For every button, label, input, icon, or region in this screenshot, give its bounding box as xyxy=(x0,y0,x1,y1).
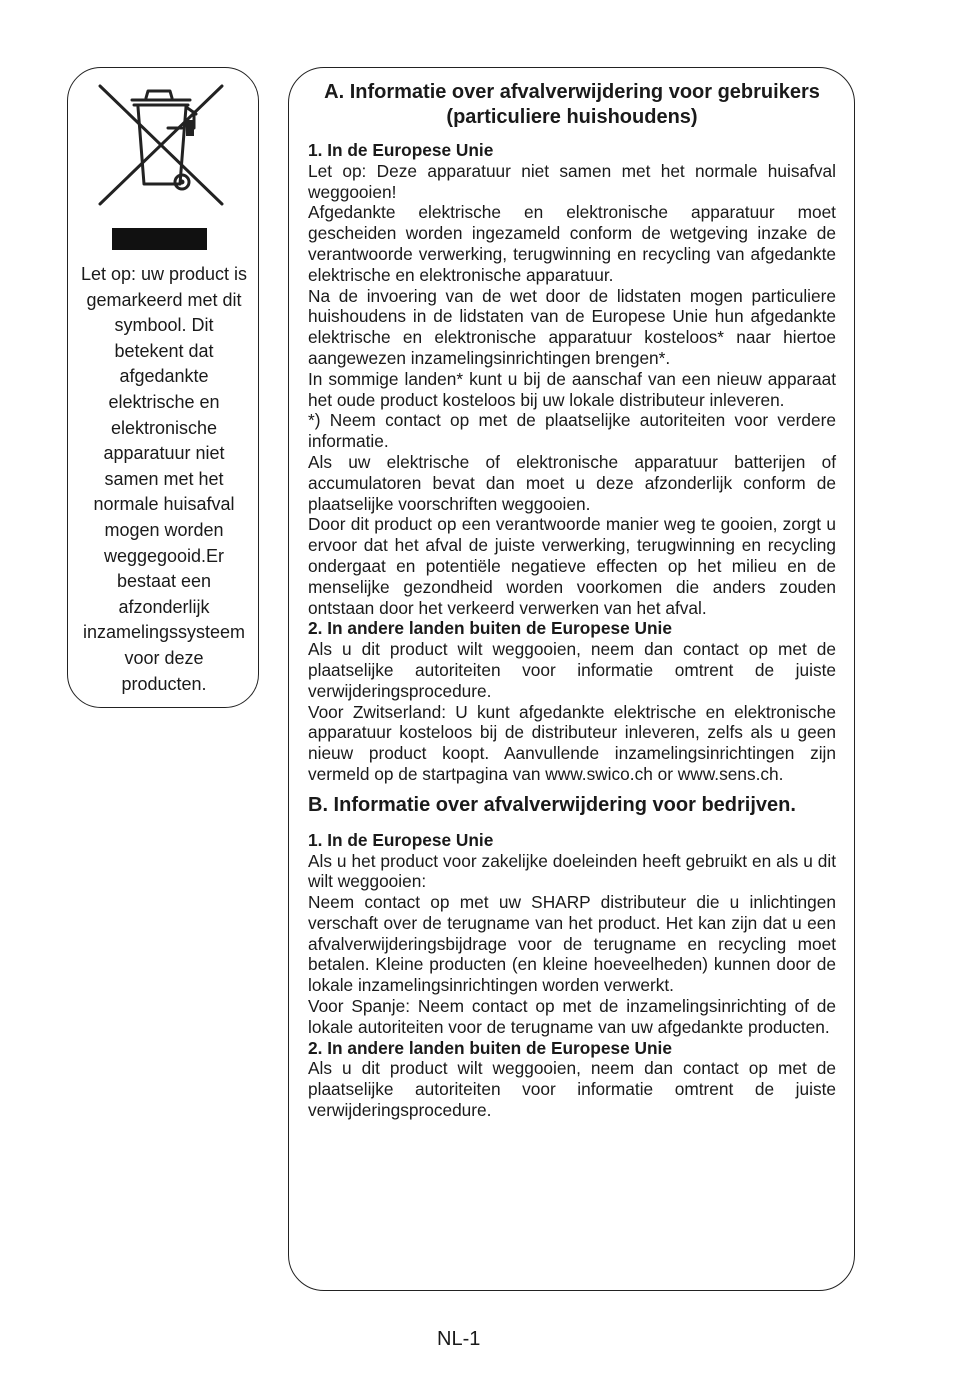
section-a-eu-heading: 1. In de Europese Unie xyxy=(308,140,494,160)
paragraph: Afgedankte elektrische en elektronische apparatuur moet gescheiden worden ingezameld conform de wetgeving inzake de verantwoorde verwerking, terugwinning en recycling van afgedankte elektrische en elektronische apparatuur. xyxy=(308,202,836,285)
disposal-info-box xyxy=(288,67,855,1291)
paragraph: Voor Zwitserland: U kunt afgedankte elektrische en elektronische apparatuur kosteloos bij de distributeur inleveren, zelfs als u geen nieuw product koopt. Aanvullende inzamelingsinrichtingen zijn vermeld op de startpagina van www.swico.ch or www.sens.ch. xyxy=(308,701,836,784)
section-b-eu-heading: 1. In de Europese Unie xyxy=(308,829,494,850)
crossed-out-wheelie-bin-icon xyxy=(98,84,224,206)
section-a-title: A. Informatie over afvalverwijdering voor gebruikers (particuliere huishoudens) xyxy=(324,81,820,128)
paragraph: Neem contact op met uw SHARP distributeur die u inlichtingen verschaft over de terugname van het product. Het kan zijn dat u een afvalverwijderingsbijdrage voor de terugname en recycling moet betalen. Kleine producten (en kleine hoeveelheden) kunnen door de lokale inzamelingsinrichtingen worden verwerkt. xyxy=(308,892,836,996)
section-b-non-eu-heading: 2. In andere landen buiten de Europese Unie xyxy=(308,1037,672,1058)
disposal-info-content xyxy=(308,80,836,1121)
paragraph: Voor Spanje: Neem contact op met de inzamelingsinrichting of de lokale autoriteiten voor de terugname van uw afgedankte producten. xyxy=(308,996,836,1037)
paragraph: Als uw elektrische of elektronische apparatuur batterijen of accumulatoren bevat dan moet u deze afzonderlijk conform de plaatselijke voorschriften weggooien. xyxy=(308,451,836,514)
paragraph: Door dit product op een verantwoorde manier weg te gooien, zorgt u ervoor dat het afval de juiste verwerking, terugwinning en recycling ondergaat en potentiële negatieve effecten op het milieu en de menselijke gezondheid worden voorkomen die anders zouden ontstaan door het verkeerd verwerken van het afval. xyxy=(308,514,836,618)
paragraph: Als u dit product wilt weggooien, neem dan contact op met de plaatselijke autoriteiten voor informatie omtrent de juiste verwijderingsprocedure. xyxy=(308,639,836,701)
paragraph: In sommige landen* kunt u bij de aanschaf van een nieuw apparaat het oude product kosteloos bij uw lokale distributeur inleveren. xyxy=(308,368,836,410)
page-number: NL-1 xyxy=(437,1328,481,1350)
section-b-title: B. Informatie over afvalverwijdering voor bedrijven. xyxy=(308,793,796,816)
weee-notice-box xyxy=(67,67,259,708)
paragraph: Als u het product voor zakelijke doeleinden heeft gebruikt en als u dit wilt weggooien: xyxy=(308,850,836,892)
section-a-non-eu-heading: 2. In andere landen buiten de Europese Unie xyxy=(308,618,672,639)
paragraph: Na de invoering van de wet door de lidstaten mogen particuliere huishoudens in de lidstaten van de Europese Unie hun afgedankte elektrische en elektronische apparatuur kosteloos* naar hiertoe aangewezen inzamelingsinrichtingen brengen*. xyxy=(308,285,836,368)
weee-notice-text: Let op: uw product is gemarkeerd met dit symbool. Dit betekent dat afgedankte elektrische en elektronische apparatuur niet samen met het normale huisafval mogen worden weggegooid.Er bestaat een afzonderlijk inzamelingssysteem voor deze producten. xyxy=(80,264,248,694)
paragraph: Als u dit product wilt weggooien, neem dan contact op met de plaatselijke autoriteiten voor informatie omtrent de juiste verwijderingsprocedure. xyxy=(308,1058,836,1121)
paragraph: Let op: Deze apparatuur niet samen met het normale huisafval weggooien! xyxy=(308,160,836,202)
black-bar xyxy=(112,228,207,250)
paragraph: *) Neem contact op met de plaatselijke autoriteiten voor verdere informatie. xyxy=(308,410,836,452)
